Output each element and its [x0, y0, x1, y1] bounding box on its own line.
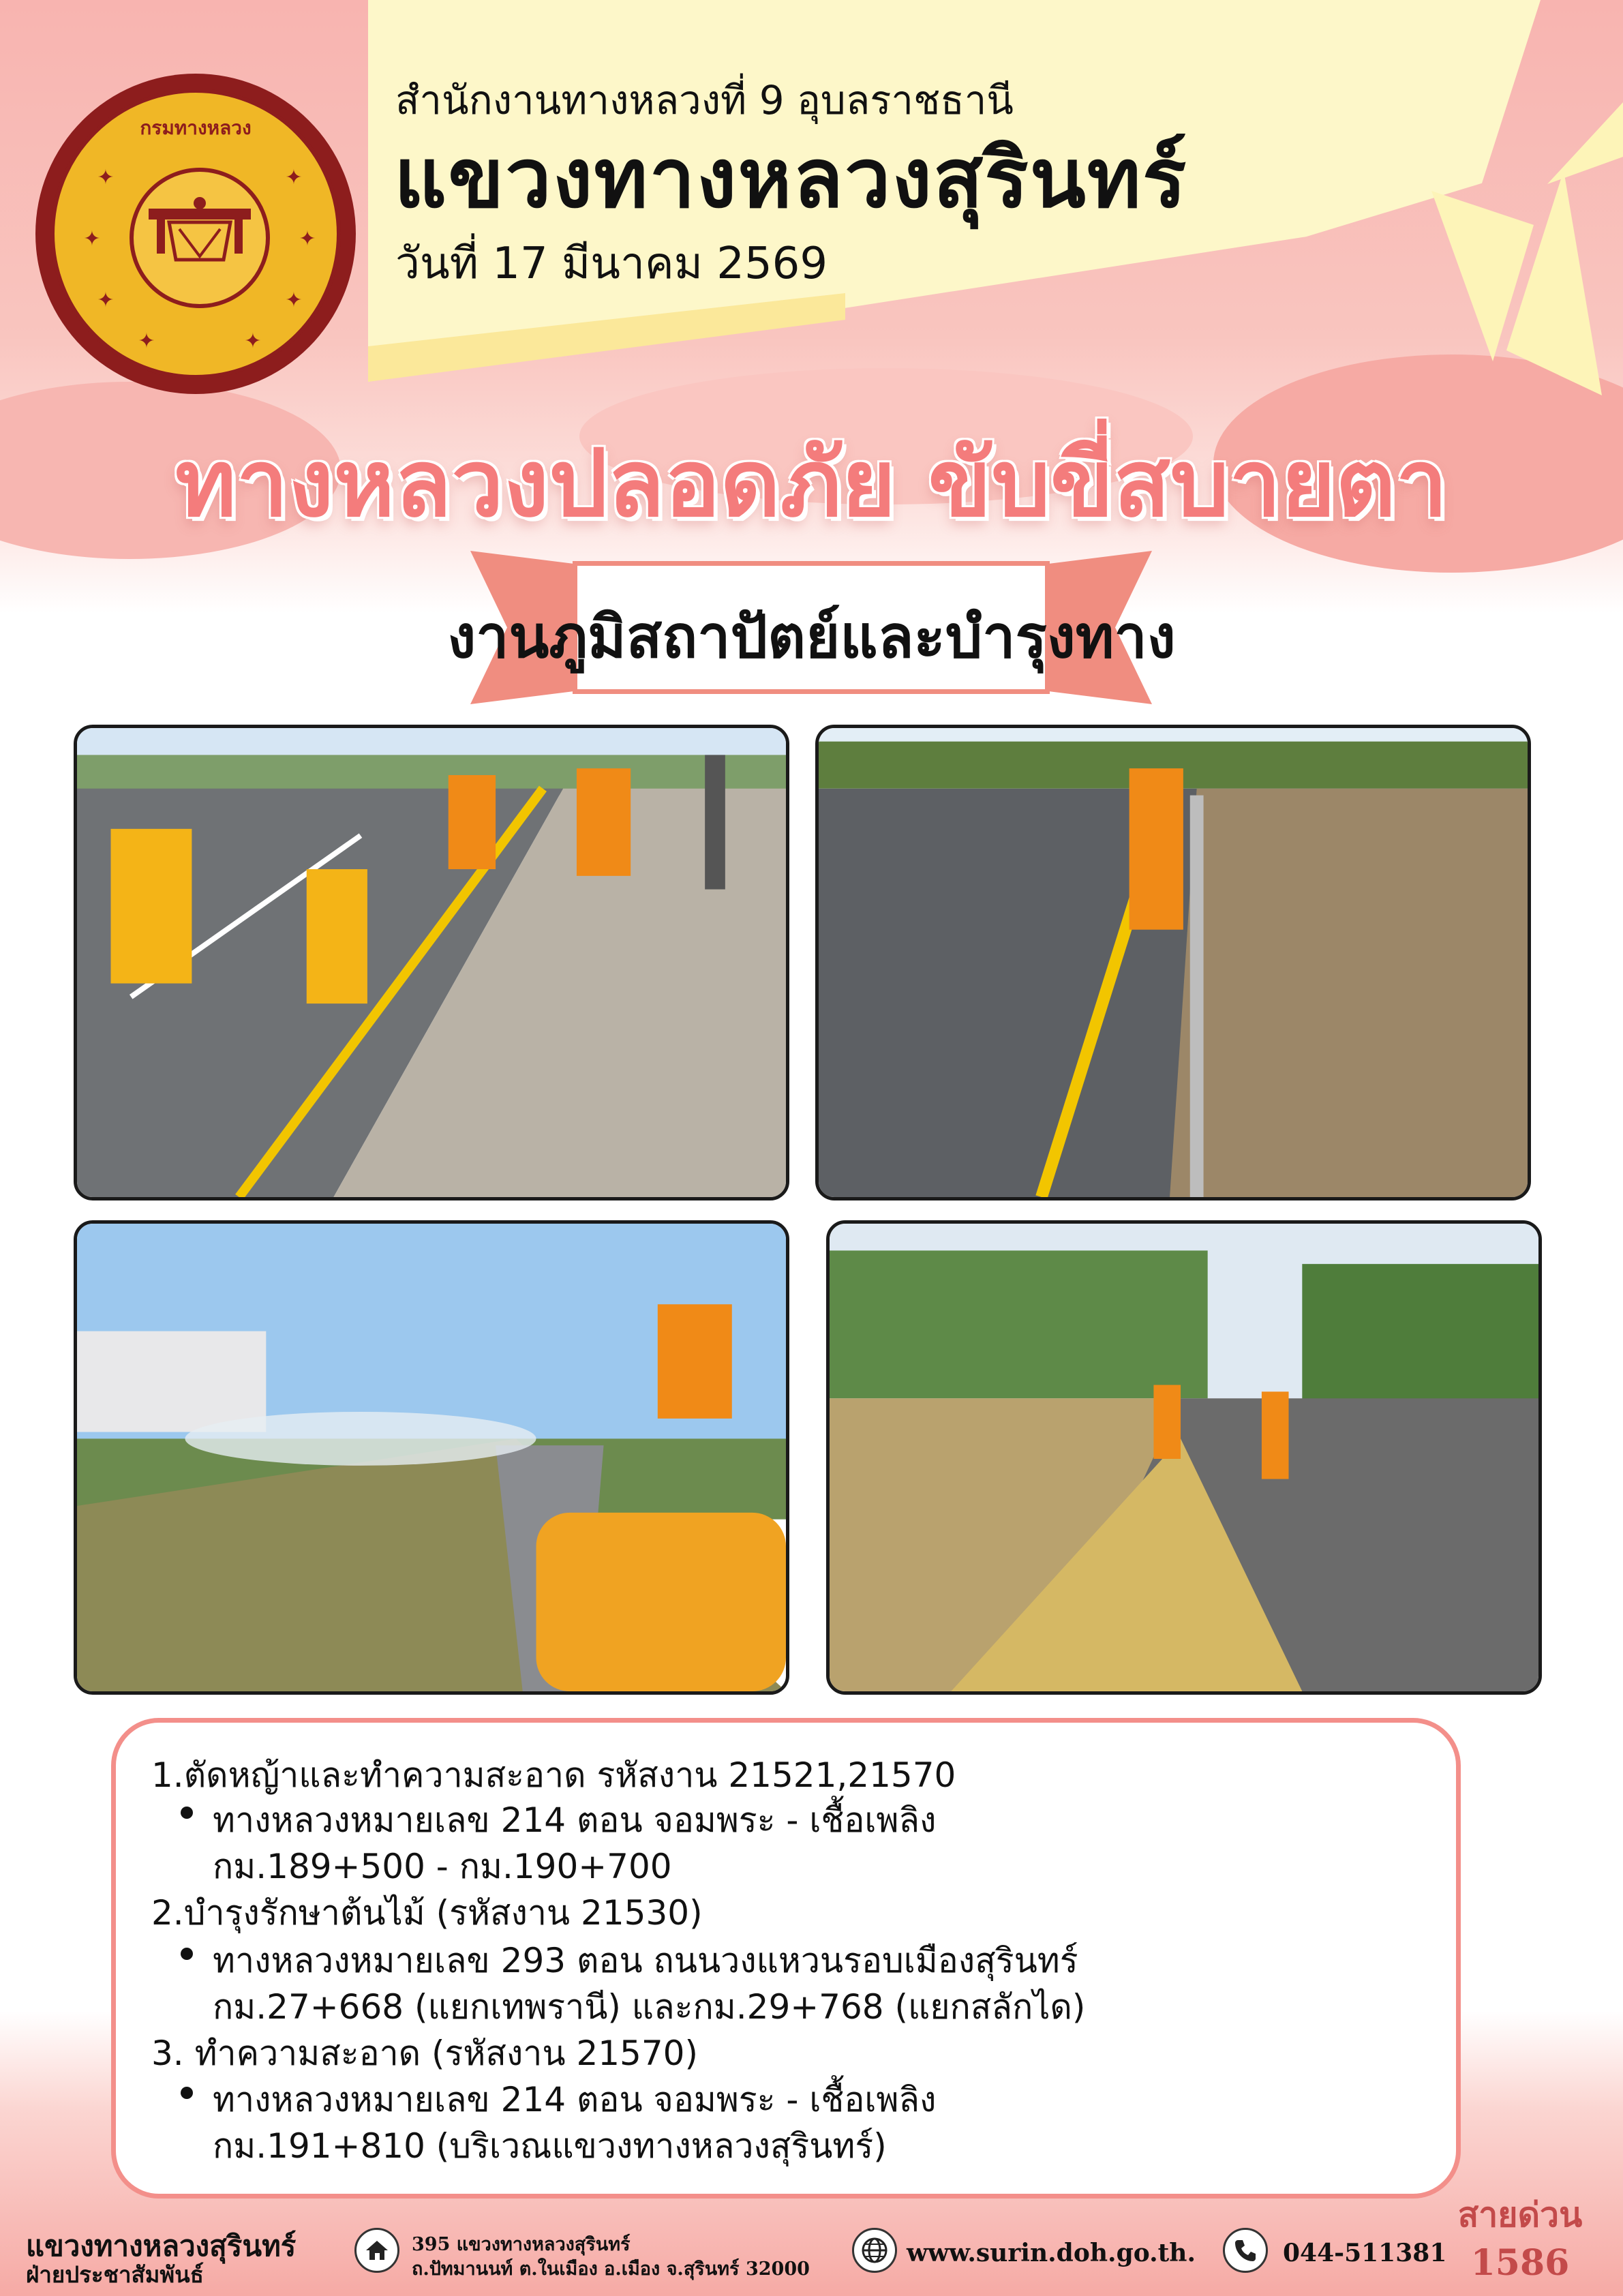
publish-date: วันที่ 17 มีนาคม 2569 — [395, 239, 828, 289]
bullet-icon — [181, 2087, 193, 2099]
photo-worker-roadside — [815, 725, 1531, 1200]
footer-org-name: แขวงทางหลวงสุรินทร์ — [26, 2229, 297, 2263]
item-1-route: ทางหลวงหมายเลข 214 ตอน จอมพระ - เชื้อเพลิง — [213, 1800, 937, 1840]
star-icon: ✦ — [285, 166, 303, 190]
item-3-route: ทางหลวงหมายเลข 214 ตอน จอมพระ - เชื้อเพลิง — [213, 2080, 937, 2119]
logo-inner-ring — [50, 89, 341, 379]
item-1-km: กม.189+500 - กม.190+700 — [213, 1847, 672, 1886]
photo-water-truck — [74, 1220, 789, 1695]
page-title: แขวงทางหลวงสุรินทร์ — [394, 132, 1188, 226]
item-3-heading: 3. ทำความสะอาด (รหัสงาน 21570) — [151, 2034, 699, 2073]
footer-phone[interactable]: 044-511381 — [1283, 2239, 1447, 2267]
star-icon: ✦ — [299, 227, 316, 251]
slogan: ทางหลวงปลอดภัย ขับขี่สบายตา — [175, 430, 1448, 538]
office-name: สำนักงานทางหลวงที่ 9 อุบลราชธานี — [395, 77, 1014, 123]
globe-icon — [852, 2228, 897, 2273]
star-icon: ✦ — [83, 227, 101, 251]
hotline-label: สายด่วน — [1457, 2194, 1583, 2235]
bullet-icon — [181, 1948, 193, 1960]
photo-workers-median — [74, 725, 789, 1200]
logo-emblem — [142, 195, 258, 270]
bullet-icon — [181, 1807, 193, 1819]
phone-icon — [1223, 2228, 1268, 2273]
logo-text: กรมทางหลวง — [140, 117, 252, 139]
hotline-number[interactable]: 1586 — [1470, 2242, 1570, 2284]
home-icon — [354, 2228, 399, 2273]
item-3-km: กม.191+810 (บริเวณแขวงทางหลวงสุรินทร์) — [213, 2126, 887, 2166]
star-icon: ✦ — [97, 288, 115, 312]
item-2-route: ทางหลวงหมายเลข 293 ตอน ถนนวงแหวนรอบเมืองสุรินทร์ — [213, 1941, 1078, 1980]
footer-website[interactable]: www.surin.doh.go.th. — [907, 2239, 1196, 2267]
hotline-badge — [1438, 2188, 1602, 2294]
work-details-card — [111, 1718, 1461, 2199]
section-heading: งานภูมิสถาปัตย์และบำรุงทาง — [447, 603, 1176, 671]
star-icon: ✦ — [97, 166, 115, 190]
department-logo — [35, 74, 356, 394]
footer-address-line1: 395 แขวงทางหลวงสุรินทร์ — [412, 2234, 631, 2255]
item-1-heading: 1.ตัดหญ้าและทำความสะอาด รหัสงาน 21521,21570 — [151, 1755, 956, 1795]
star-icon: ✦ — [285, 288, 303, 312]
photo-sweeping-leaves — [826, 1220, 1542, 1695]
item-2-heading: 2.บำรุงรักษาต้นไม้ (รหัสงาน 21530) — [151, 1893, 703, 1933]
star-icon: ✦ — [244, 329, 262, 353]
item-2-km: กม.27+668 (แยกเทพรานี) และกม.29+768 (แยกสลักได) — [213, 1987, 1086, 2027]
star-icon: ✦ — [138, 329, 155, 353]
footer-address-line2: ถ.ปัทมานนท์ ต.ในเมือง อ.เมือง จ.สุรินทร์ 32000 — [412, 2259, 810, 2280]
footer-department: ฝ่ายประชาสัมพันธ์ — [26, 2261, 204, 2288]
